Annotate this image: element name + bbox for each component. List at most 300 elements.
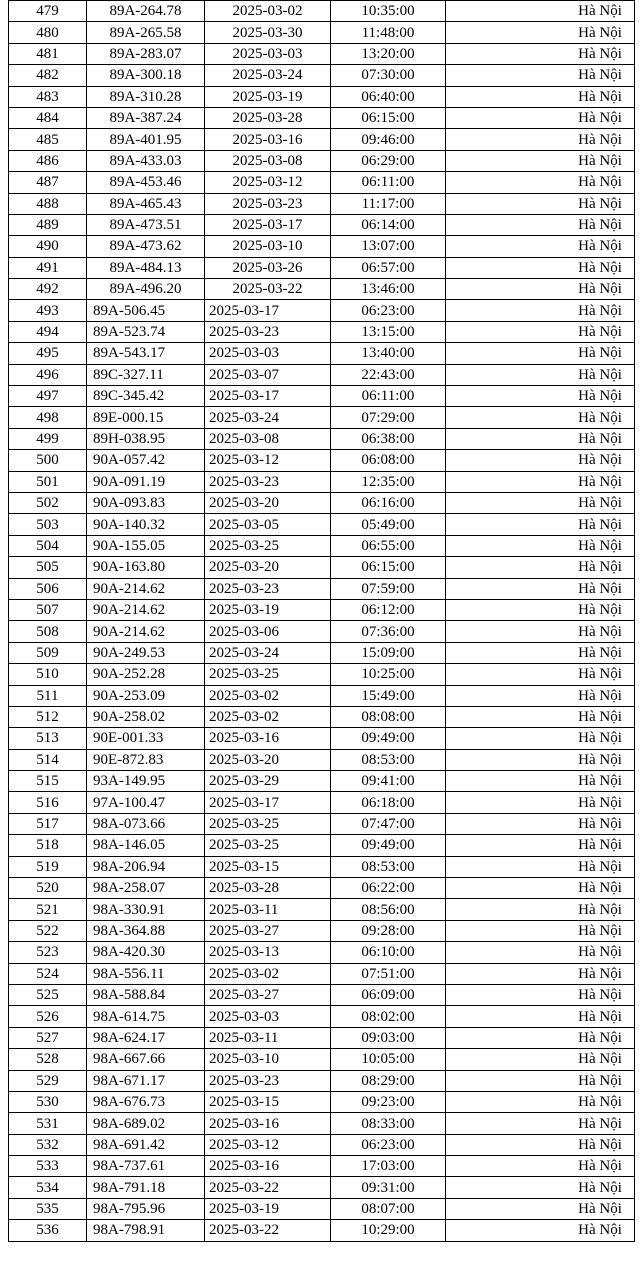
violation-time-cell: 08:02:00 [331, 1006, 446, 1027]
row-number-cell: 526 [9, 1006, 87, 1027]
plate-number-cell: 98A-689.02 [87, 1113, 205, 1134]
city-cell: Hà Nội [446, 1220, 635, 1241]
table-row [9, 749, 635, 770]
city-cell: Hà Nội [446, 236, 635, 257]
violation-time-cell: 07:59:00 [331, 578, 446, 599]
violation-time-cell: 06:16:00 [331, 492, 446, 513]
table-row [9, 86, 635, 107]
city-cell: Hà Nội [446, 407, 635, 428]
plate-number-cell: 89A-300.18 [87, 65, 205, 86]
plate-number-cell: 98A-588.84 [87, 984, 205, 1005]
city-cell: Hà Nội [446, 450, 635, 471]
city-cell: Hà Nội [446, 1134, 635, 1155]
violation-time-cell: 06:14:00 [331, 214, 446, 235]
violation-date-cell: 2025-03-27 [205, 920, 331, 941]
row-number-cell: 481 [9, 43, 87, 64]
violation-time-cell: 07:30:00 [331, 65, 446, 86]
plate-number-cell: 98A-364.88 [87, 920, 205, 941]
row-number-cell: 518 [9, 835, 87, 856]
city-cell: Hà Nội [446, 942, 635, 963]
plate-number-cell: 89C-345.42 [87, 386, 205, 407]
violation-date-cell: 2025-03-11 [205, 1027, 331, 1048]
violation-time-cell: 13:40:00 [331, 343, 446, 364]
table-row [9, 642, 635, 663]
plate-number-cell: 98A-671.17 [87, 1070, 205, 1091]
violation-time-cell: 09:41:00 [331, 771, 446, 792]
table-row [9, 514, 635, 535]
violation-date-cell: 2025-03-08 [205, 150, 331, 171]
table-row [9, 706, 635, 727]
row-number-cell: 519 [9, 856, 87, 877]
city-cell: Hà Nội [446, 920, 635, 941]
table-row [9, 984, 635, 1005]
plate-number-cell: 98A-676.73 [87, 1091, 205, 1112]
row-number-cell: 525 [9, 984, 87, 1005]
city-cell: Hà Nội [446, 193, 635, 214]
violation-time-cell: 06:55:00 [331, 535, 446, 556]
violation-date-cell: 2025-03-03 [205, 343, 331, 364]
plate-number-cell: 90A-163.80 [87, 557, 205, 578]
violation-time-cell: 06:22:00 [331, 878, 446, 899]
table-row [9, 1049, 635, 1070]
city-cell: Hà Nội [446, 257, 635, 278]
violation-time-cell: 13:15:00 [331, 321, 446, 342]
violation-date-cell: 2025-03-17 [205, 300, 331, 321]
row-number-cell: 527 [9, 1027, 87, 1048]
row-number-cell: 523 [9, 942, 87, 963]
violation-date-cell: 2025-03-23 [205, 321, 331, 342]
plate-number-cell: 98A-624.17 [87, 1027, 205, 1048]
violation-date-cell: 2025-03-15 [205, 1091, 331, 1112]
table-row [9, 1220, 635, 1241]
violation-time-cell: 08:29:00 [331, 1070, 446, 1091]
violation-time-cell: 05:49:00 [331, 514, 446, 535]
plate-number-cell: 89A-453.46 [87, 172, 205, 193]
violation-time-cell: 11:48:00 [331, 22, 446, 43]
violation-table [8, 0, 635, 1242]
plate-number-cell: 90A-057.42 [87, 450, 205, 471]
city-cell: Hà Nội [446, 364, 635, 385]
plate-number-cell: 89A-265.58 [87, 22, 205, 43]
plate-number-cell: 89A-401.95 [87, 129, 205, 150]
violation-time-cell: 06:11:00 [331, 172, 446, 193]
violation-time-cell: 08:53:00 [331, 749, 446, 770]
violation-time-cell: 07:29:00 [331, 407, 446, 428]
violation-date-cell: 2025-03-11 [205, 899, 331, 920]
plate-number-cell: 90A-155.05 [87, 535, 205, 556]
violation-date-cell: 2025-03-23 [205, 193, 331, 214]
city-cell: Hà Nội [446, 706, 635, 727]
city-cell: Hà Nội [446, 578, 635, 599]
row-number-cell: 509 [9, 642, 87, 663]
plate-number-cell: 89A-473.51 [87, 214, 205, 235]
row-number-cell: 490 [9, 236, 87, 257]
violation-time-cell: 07:51:00 [331, 963, 446, 984]
plate-number-cell: 98A-556.11 [87, 963, 205, 984]
row-number-cell: 483 [9, 86, 87, 107]
plate-number-cell: 89A-523.74 [87, 321, 205, 342]
city-cell: Hà Nội [446, 1, 635, 22]
violation-date-cell: 2025-03-16 [205, 129, 331, 150]
table-row [9, 129, 635, 150]
city-cell: Hà Nội [446, 86, 635, 107]
row-number-cell: 499 [9, 428, 87, 449]
table-row [9, 685, 635, 706]
violation-time-cell: 09:03:00 [331, 1027, 446, 1048]
table-row [9, 813, 635, 834]
plate-number-cell: 90A-214.62 [87, 599, 205, 620]
violation-date-cell: 2025-03-26 [205, 257, 331, 278]
violation-date-cell: 2025-03-07 [205, 364, 331, 385]
violation-date-cell: 2025-03-25 [205, 835, 331, 856]
violation-time-cell: 08:56:00 [331, 899, 446, 920]
city-cell: Hà Nội [446, 1049, 635, 1070]
violation-date-cell: 2025-03-15 [205, 856, 331, 877]
violation-date-cell: 2025-03-13 [205, 942, 331, 963]
table-row [9, 428, 635, 449]
city-cell: Hà Nội [446, 749, 635, 770]
table-row [9, 236, 635, 257]
violation-date-cell: 2025-03-19 [205, 86, 331, 107]
violation-time-cell: 09:49:00 [331, 835, 446, 856]
violation-date-cell: 2025-03-02 [205, 685, 331, 706]
table-row [9, 1113, 635, 1134]
plate-number-cell: 90A-258.02 [87, 706, 205, 727]
row-number-cell: 530 [9, 1091, 87, 1112]
city-cell: Hà Nội [446, 65, 635, 86]
violation-date-cell: 2025-03-17 [205, 386, 331, 407]
row-number-cell: 480 [9, 22, 87, 43]
row-number-cell: 528 [9, 1049, 87, 1070]
violation-time-cell: 06:08:00 [331, 450, 446, 471]
table-row [9, 1134, 635, 1155]
table-row [9, 1027, 635, 1048]
city-cell: Hà Nội [446, 214, 635, 235]
violation-time-cell: 17:03:00 [331, 1156, 446, 1177]
violation-date-cell: 2025-03-24 [205, 407, 331, 428]
row-number-cell: 505 [9, 557, 87, 578]
violation-date-cell: 2025-03-12 [205, 450, 331, 471]
row-number-cell: 486 [9, 150, 87, 171]
row-number-cell: 524 [9, 963, 87, 984]
city-cell: Hà Nội [446, 771, 635, 792]
violation-time-cell: 06:15:00 [331, 107, 446, 128]
violation-time-cell: 06:10:00 [331, 942, 446, 963]
table-row [9, 535, 635, 556]
violation-time-cell: 13:46:00 [331, 279, 446, 300]
table-row [9, 899, 635, 920]
city-cell: Hà Nội [446, 878, 635, 899]
row-number-cell: 482 [9, 65, 87, 86]
violation-time-cell: 06:40:00 [331, 86, 446, 107]
table-row [9, 279, 635, 300]
city-cell: Hà Nội [446, 492, 635, 513]
city-cell: Hà Nội [446, 728, 635, 749]
row-number-cell: 536 [9, 1220, 87, 1241]
row-number-cell: 485 [9, 129, 87, 150]
plate-number-cell: 90A-214.62 [87, 621, 205, 642]
violation-date-cell: 2025-03-19 [205, 599, 331, 620]
row-number-cell: 522 [9, 920, 87, 941]
violation-time-cell: 06:57:00 [331, 257, 446, 278]
plate-number-cell: 98A-795.96 [87, 1198, 205, 1219]
violation-date-cell: 2025-03-10 [205, 236, 331, 257]
table-row [9, 43, 635, 64]
plate-number-cell: 98A-206.94 [87, 856, 205, 877]
violation-date-cell: 2025-03-24 [205, 642, 331, 663]
city-cell: Hà Nội [446, 835, 635, 856]
row-number-cell: 517 [9, 813, 87, 834]
row-number-cell: 521 [9, 899, 87, 920]
row-number-cell: 513 [9, 728, 87, 749]
plate-number-cell: 90E-001.33 [87, 728, 205, 749]
city-cell: Hà Nội [446, 1070, 635, 1091]
violation-time-cell: 13:20:00 [331, 43, 446, 64]
violation-time-cell: 22:43:00 [331, 364, 446, 385]
city-cell: Hà Nội [446, 514, 635, 535]
violation-date-cell: 2025-03-20 [205, 557, 331, 578]
table-row [9, 963, 635, 984]
row-number-cell: 504 [9, 535, 87, 556]
city-cell: Hà Nội [446, 621, 635, 642]
violation-date-cell: 2025-03-16 [205, 1113, 331, 1134]
table-row [9, 599, 635, 620]
row-number-cell: 494 [9, 321, 87, 342]
violation-time-cell: 08:07:00 [331, 1198, 446, 1219]
plate-number-cell: 98A-798.91 [87, 1220, 205, 1241]
row-number-cell: 500 [9, 450, 87, 471]
table-row [9, 150, 635, 171]
row-number-cell: 533 [9, 1156, 87, 1177]
table-row [9, 878, 635, 899]
violation-time-cell: 15:49:00 [331, 685, 446, 706]
violation-time-cell: 07:36:00 [331, 621, 446, 642]
violation-date-cell: 2025-03-17 [205, 792, 331, 813]
row-number-cell: 512 [9, 706, 87, 727]
violation-date-cell: 2025-03-02 [205, 706, 331, 727]
row-number-cell: 493 [9, 300, 87, 321]
row-number-cell: 532 [9, 1134, 87, 1155]
row-number-cell: 484 [9, 107, 87, 128]
table-row [9, 172, 635, 193]
row-number-cell: 535 [9, 1198, 87, 1219]
plate-number-cell: 89A-473.62 [87, 236, 205, 257]
table-row [9, 856, 635, 877]
violation-time-cell: 10:05:00 [331, 1049, 446, 1070]
city-cell: Hà Nội [446, 535, 635, 556]
violation-time-cell: 08:33:00 [331, 1113, 446, 1134]
row-number-cell: 520 [9, 878, 87, 899]
violation-time-cell: 06:11:00 [331, 386, 446, 407]
plate-number-cell: 89A-543.17 [87, 343, 205, 364]
row-number-cell: 497 [9, 386, 87, 407]
row-number-cell: 498 [9, 407, 87, 428]
plate-number-cell: 89A-465.43 [87, 193, 205, 214]
violation-time-cell: 09:49:00 [331, 728, 446, 749]
plate-number-cell: 89A-283.07 [87, 43, 205, 64]
table-row [9, 343, 635, 364]
table-row [9, 1006, 635, 1027]
violation-date-cell: 2025-03-25 [205, 813, 331, 834]
plate-number-cell: 89A-484.13 [87, 257, 205, 278]
row-number-cell: 508 [9, 621, 87, 642]
row-number-cell: 501 [9, 471, 87, 492]
city-cell: Hà Nội [446, 1027, 635, 1048]
city-cell: Hà Nội [446, 343, 635, 364]
table-row [9, 557, 635, 578]
violation-time-cell: 13:07:00 [331, 236, 446, 257]
table-row [9, 578, 635, 599]
violation-time-cell: 06:23:00 [331, 1134, 446, 1155]
violation-date-cell: 2025-03-28 [205, 878, 331, 899]
row-number-cell: 506 [9, 578, 87, 599]
city-cell: Hà Nội [446, 599, 635, 620]
violation-date-cell: 2025-03-17 [205, 214, 331, 235]
row-number-cell: 529 [9, 1070, 87, 1091]
table-row [9, 407, 635, 428]
violation-time-cell: 06:12:00 [331, 599, 446, 620]
violation-time-cell: 09:31:00 [331, 1177, 446, 1198]
city-cell: Hà Nội [446, 129, 635, 150]
violation-time-cell: 06:18:00 [331, 792, 446, 813]
plate-number-cell: 98A-667.66 [87, 1049, 205, 1070]
violation-date-cell: 2025-03-12 [205, 172, 331, 193]
violation-date-cell: 2025-03-24 [205, 65, 331, 86]
violation-time-cell: 06:15:00 [331, 557, 446, 578]
city-cell: Hà Nội [446, 428, 635, 449]
plate-number-cell: 89A-496.20 [87, 279, 205, 300]
row-number-cell: 479 [9, 1, 87, 22]
plate-number-cell: 98A-073.66 [87, 813, 205, 834]
city-cell: Hà Nội [446, 22, 635, 43]
plate-number-cell: 97A-100.47 [87, 792, 205, 813]
violation-date-cell: 2025-03-22 [205, 1220, 331, 1241]
city-cell: Hà Nội [446, 664, 635, 685]
plate-number-cell: 89A-310.28 [87, 86, 205, 107]
city-cell: Hà Nội [446, 963, 635, 984]
plate-number-cell: 89A-506.45 [87, 300, 205, 321]
city-cell: Hà Nội [446, 1113, 635, 1134]
table-row [9, 193, 635, 214]
table-row [9, 65, 635, 86]
table-row [9, 920, 635, 941]
violation-date-cell: 2025-03-23 [205, 578, 331, 599]
violation-date-cell: 2025-03-20 [205, 749, 331, 770]
violation-time-cell: 10:35:00 [331, 1, 446, 22]
city-cell: Hà Nội [446, 43, 635, 64]
plate-number-cell: 90A-249.53 [87, 642, 205, 663]
table-row [9, 835, 635, 856]
violation-date-cell: 2025-03-23 [205, 1070, 331, 1091]
plate-number-cell: 89E-000.15 [87, 407, 205, 428]
violation-date-cell: 2025-03-16 [205, 1156, 331, 1177]
table-row [9, 471, 635, 492]
table-row [9, 1156, 635, 1177]
table-row [9, 386, 635, 407]
city-cell: Hà Nội [446, 984, 635, 1005]
plate-number-cell: 89A-387.24 [87, 107, 205, 128]
violation-date-cell: 2025-03-25 [205, 535, 331, 556]
violation-date-cell: 2025-03-02 [205, 1, 331, 22]
plate-number-cell: 90E-872.83 [87, 749, 205, 770]
plate-number-cell: 89A-264.78 [87, 1, 205, 22]
violation-date-cell: 2025-03-03 [205, 1006, 331, 1027]
city-cell: Hà Nội [446, 642, 635, 663]
plate-number-cell: 89A-433.03 [87, 150, 205, 171]
table-row [9, 621, 635, 642]
table-row [9, 1070, 635, 1091]
table-row [9, 450, 635, 471]
city-cell: Hà Nội [446, 1006, 635, 1027]
row-number-cell: 502 [9, 492, 87, 513]
row-number-cell: 492 [9, 279, 87, 300]
violation-table-sheet [8, 0, 634, 1242]
row-number-cell: 496 [9, 364, 87, 385]
violation-date-cell: 2025-03-30 [205, 22, 331, 43]
city-cell: Hà Nội [446, 856, 635, 877]
table-row [9, 22, 635, 43]
violation-time-cell: 06:23:00 [331, 300, 446, 321]
row-number-cell: 489 [9, 214, 87, 235]
violation-date-cell: 2025-03-20 [205, 492, 331, 513]
row-number-cell: 534 [9, 1177, 87, 1198]
table-row [9, 107, 635, 128]
city-cell: Hà Nội [446, 1091, 635, 1112]
violation-table-body [9, 1, 635, 1242]
row-number-cell: 503 [9, 514, 87, 535]
violation-date-cell: 2025-03-19 [205, 1198, 331, 1219]
table-row [9, 771, 635, 792]
table-row [9, 300, 635, 321]
city-cell: Hà Nội [446, 557, 635, 578]
plate-number-cell: 93A-149.95 [87, 771, 205, 792]
row-number-cell: 491 [9, 257, 87, 278]
violation-date-cell: 2025-03-28 [205, 107, 331, 128]
violation-time-cell: 07:47:00 [331, 813, 446, 834]
violation-time-cell: 10:25:00 [331, 664, 446, 685]
city-cell: Hà Nội [446, 150, 635, 171]
violation-time-cell: 09:28:00 [331, 920, 446, 941]
violation-time-cell: 06:38:00 [331, 428, 446, 449]
plate-number-cell: 90A-252.28 [87, 664, 205, 685]
row-number-cell: 511 [9, 685, 87, 706]
plate-number-cell: 98A-330.91 [87, 899, 205, 920]
city-cell: Hà Nội [446, 1156, 635, 1177]
table-row [9, 792, 635, 813]
violation-time-cell: 10:29:00 [331, 1220, 446, 1241]
plate-number-cell: 98A-258.07 [87, 878, 205, 899]
violation-date-cell: 2025-03-23 [205, 471, 331, 492]
plate-number-cell: 90A-253.09 [87, 685, 205, 706]
row-number-cell: 488 [9, 193, 87, 214]
violation-date-cell: 2025-03-22 [205, 279, 331, 300]
violation-time-cell: 09:46:00 [331, 129, 446, 150]
plate-number-cell: 90A-214.62 [87, 578, 205, 599]
city-cell: Hà Nội [446, 172, 635, 193]
violation-date-cell: 2025-03-16 [205, 728, 331, 749]
city-cell: Hà Nội [446, 386, 635, 407]
row-number-cell: 531 [9, 1113, 87, 1134]
cut-off-row [8, 1255, 634, 1261]
city-cell: Hà Nội [446, 300, 635, 321]
city-cell: Hà Nội [446, 471, 635, 492]
city-cell: Hà Nội [446, 1177, 635, 1198]
violation-time-cell: 06:09:00 [331, 984, 446, 1005]
table-row [9, 1198, 635, 1219]
city-cell: Hà Nội [446, 107, 635, 128]
city-cell: Hà Nội [446, 899, 635, 920]
city-cell: Hà Nội [446, 813, 635, 834]
